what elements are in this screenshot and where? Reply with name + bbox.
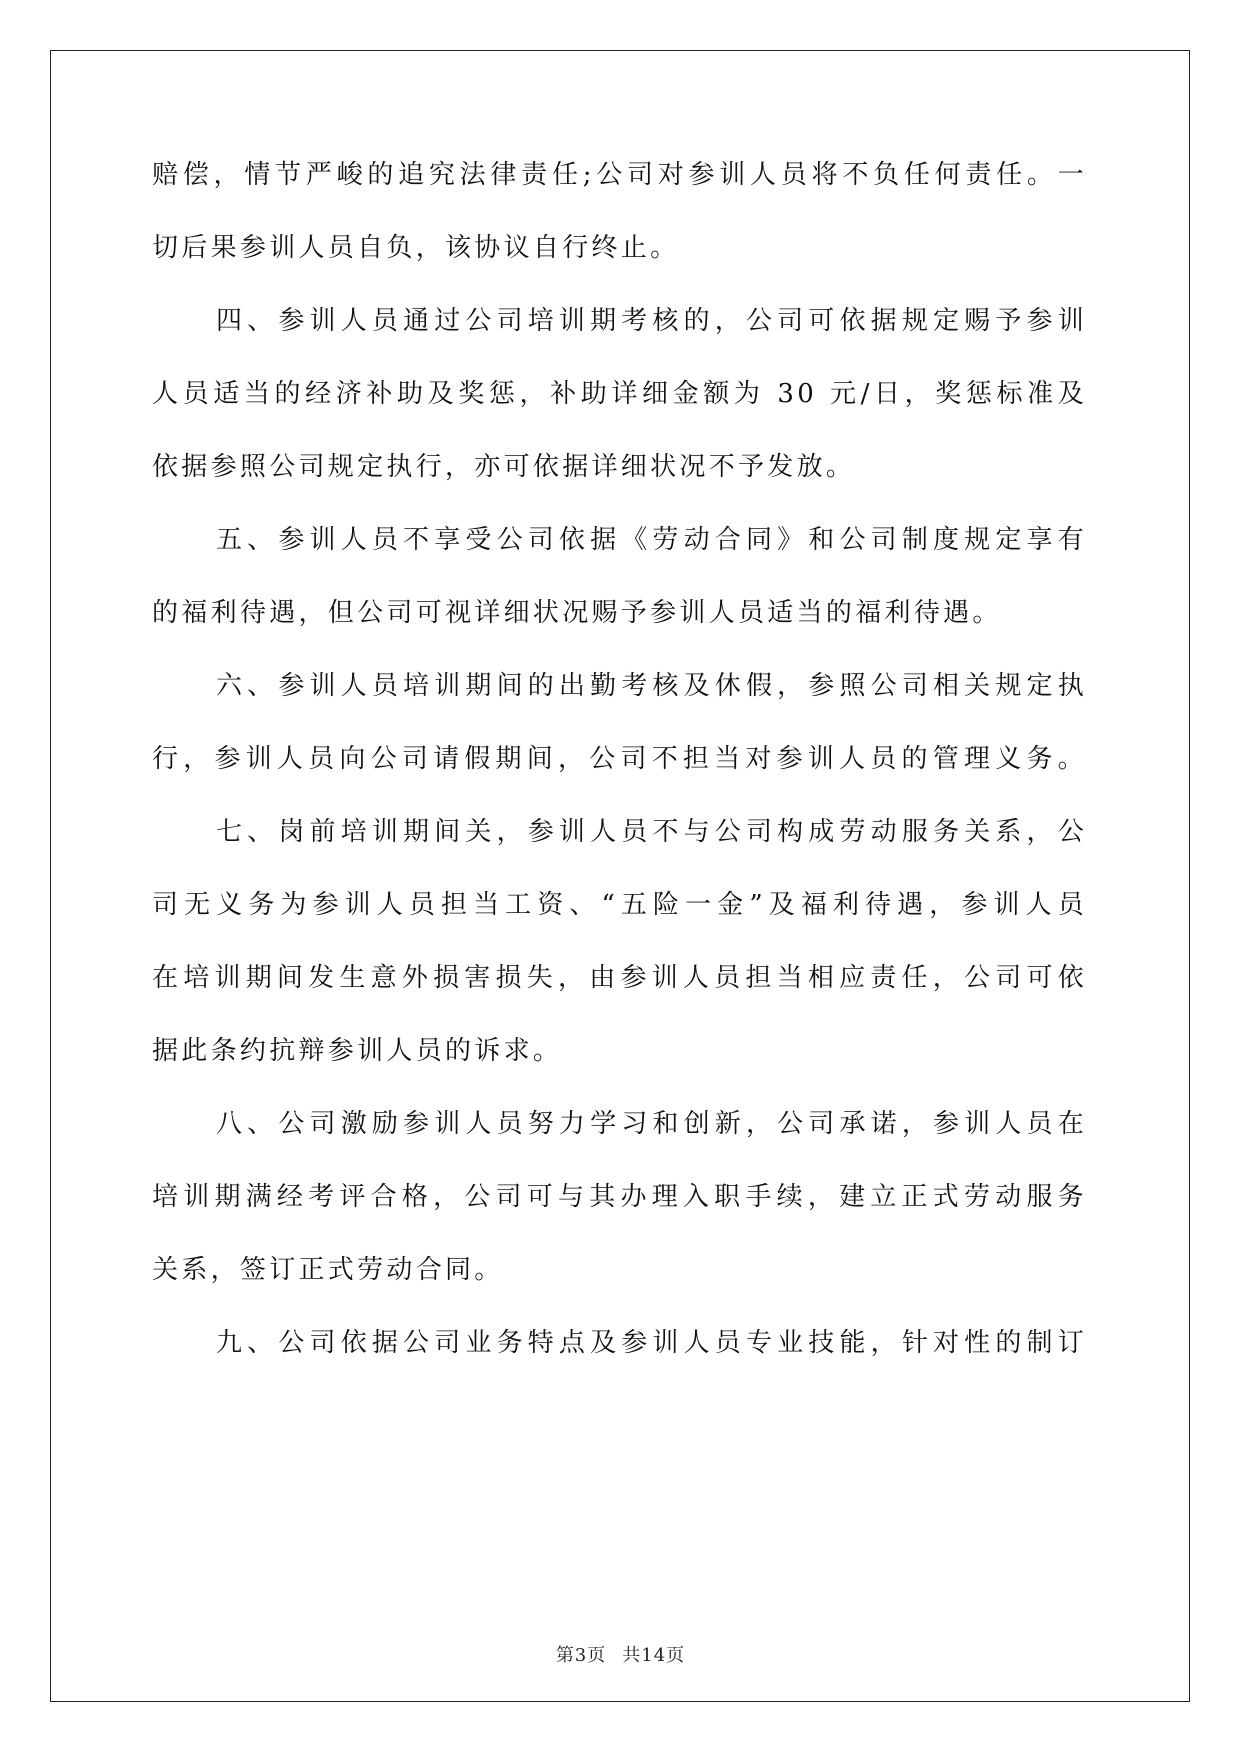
text-line: 切后果参训人员自负，该协议自行终止。	[152, 233, 680, 263]
text-line: 关系，签订正式劳动合同。	[152, 1255, 504, 1285]
text-line: 六、参训人员培训期间的出勤考核及休假，参照公司相关规定执	[216, 671, 1087, 701]
text-line: 人员适当的经济补助及奖惩，补助详细金额为 30 元/日，奖惩标准及	[152, 379, 1087, 409]
page-total: 共14页	[622, 1645, 686, 1666]
text-line: 的福利待遇，但公司可视详细状况赐予参训人员适当的福利待遇。	[152, 598, 1002, 628]
page-footer	[0, 1641, 1241, 1667]
text-line: 培训期满经考评合格，公司可与其办理入职手续，建立正式劳动服务	[152, 1182, 1087, 1212]
text-line: 四、参训人员通过公司培训期考核的，公司可依据规定赐予参训	[216, 306, 1087, 336]
text-line: 七、岗前培训期间关，参训人员不与公司构成劳动服务关系，公	[216, 817, 1087, 847]
text-line: 行，参训人员向公司请假期间，公司不担当对参训人员的管理义务。	[152, 744, 1087, 774]
page-border	[50, 50, 1190, 1702]
text-line: 据此条约抗辩参训人员的诉求。	[152, 1036, 563, 1066]
text-line: 依据参照公司规定执行，亦可依据详细状况不予发放。	[152, 452, 856, 482]
text-line: 八、公司激励参训人员努力学习和创新，公司承诺，参训人员在	[216, 1109, 1087, 1139]
text-line: 九、公司依据公司业务特点及参训人员专业技能，针对性的制订	[216, 1328, 1087, 1358]
text-line: 司无义务为参训人员担当工资、“五险一金”及福利待遇，参训人员	[152, 890, 1087, 920]
text-line: 赔偿，情节严峻的追究法律责任;公司对参训人员将不负任何责任。一	[152, 160, 1087, 190]
text-line: 在培训期间发生意外损害损失，由参训人员担当相应责任，公司可依	[152, 963, 1087, 993]
text-line: 五、参训人员不享受公司依据《劳动合同》和公司制度规定享有	[216, 525, 1087, 555]
page-number: 第3页	[555, 1645, 607, 1666]
